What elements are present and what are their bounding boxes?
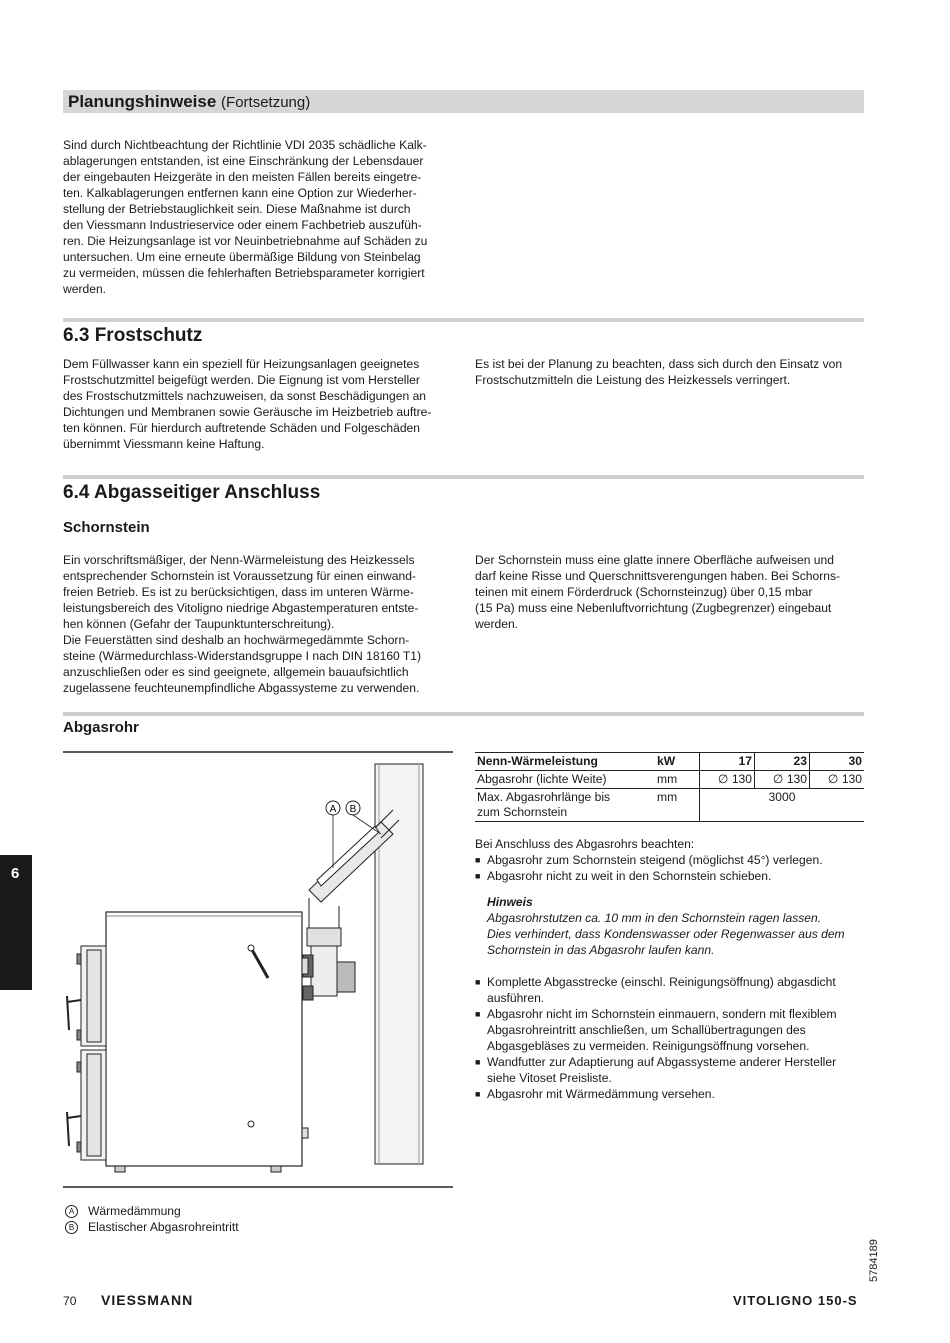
- list-item-line: Abgasgebläses zu vermeiden. Reinigungsöffnung vorsehen.: [487, 1039, 810, 1053]
- document-number: 5784189: [868, 1239, 880, 1282]
- intro-line: Sind durch Nichtbeachtung der Richtlinie VDI 2035 schädliche Kalk-: [63, 138, 427, 152]
- legend-key: A: [65, 1205, 78, 1218]
- text-line: anzuschließen oder es sind geeignete, allgemein bauaufsichtlich: [63, 665, 409, 679]
- table-cell: 17: [700, 753, 755, 771]
- text-line: Dichtungen und Membranen sowie Geräusche im Heizbetrieb auftre-: [63, 405, 432, 419]
- list-item-line: ■ Komplette Abgasstrecke (einschl. Reinigungsöffnung) abgasdicht: [487, 975, 836, 989]
- list-item-line: ■ Abgasrohr mit Wärmedämmung versehen.: [487, 1087, 715, 1101]
- text-line: werden.: [475, 617, 519, 631]
- text-line: des Frostschutzmittels nachzuweisen, da sonst Beschädigungen an: [63, 389, 427, 403]
- table-cell: kW: [655, 753, 700, 771]
- text-line: ten können. Für hierdurch auftretende Schäden und Folgeschäden: [63, 421, 421, 435]
- intro-line: ablagerungen entstanden, ist eine Einschränkung der Lebensdauer: [63, 154, 424, 168]
- frostschutz-left-text: [63, 356, 463, 452]
- text-line: Die Feuerstätten sind deshalb an hochwärmegedämmte Schorn-: [63, 633, 410, 647]
- table-cell: [475, 789, 655, 822]
- table-cell: ∅ 130: [810, 771, 865, 789]
- legend-item: [65, 1219, 445, 1235]
- table-cell: ∅ 130: [700, 771, 755, 789]
- intro-line: ten. Kalkablagerungen entfernen kann eine Option zur Wiederher-: [63, 186, 417, 200]
- connection-notes: [475, 836, 875, 1102]
- legend-item: [65, 1203, 445, 1219]
- section-rule: [63, 475, 864, 479]
- product-name: VITOLIGNO 150-S: [733, 1293, 858, 1308]
- page-title-continuation: (Fortsetzung): [221, 94, 311, 111]
- page-title: [68, 91, 310, 113]
- chapter-tab-number: 6: [11, 865, 20, 882]
- list-item: [475, 1054, 875, 1086]
- schornstein-right-text: [475, 552, 870, 632]
- table-cell: 23: [755, 753, 810, 771]
- text-line: steine (Wärmedurchlass-Widerstandsgruppe I nach DIN 18160 T1): [63, 649, 422, 663]
- table-cell-line: Max. Abgasrohrlänge bis: [477, 790, 611, 804]
- section-rule: [63, 712, 864, 716]
- table-cell: ∅ 130: [755, 771, 810, 789]
- spec-table: [475, 752, 864, 822]
- text-line: zugelassene feuchteunempfindliche Abgassysteme zu verwenden.: [63, 681, 420, 695]
- abgasrohr-figure: [63, 750, 455, 1190]
- note-title: Hinweis: [487, 895, 533, 909]
- list-item-line: ■ Wandfutter zur Adaptierung auf Abgassysteme anderer Hersteller: [487, 1055, 837, 1069]
- intro-line: untersuchen. Um eine erneute übermäßige Bildung von Steinbelag: [63, 250, 421, 264]
- note-line: Schornstein in das Abgasrohr laufen kann.: [487, 943, 715, 957]
- text-line: Es ist bei der Planung zu beachten, dass sich durch den Einsatz von: [475, 357, 843, 371]
- text-line: Dem Füllwasser kann ein speziell für Heizungsanlagen geeignetes: [63, 357, 420, 371]
- note-line: Abgasrohrstutzen ca. 10 mm in den Schornstein ragen lassen.: [487, 911, 822, 925]
- text-line: übernimmt Viessmann keine Haftung.: [63, 437, 265, 451]
- intro-line: stellung der Betriebstauglichkeit sein. Diese Maßnahme ist durch: [63, 202, 411, 216]
- text-line: darf keine Risse und Querschnittsverengungen haben. Bei Schorns-: [475, 569, 841, 583]
- note-box: [475, 894, 875, 958]
- note-line: Dies verhindert, dass Kondenswasser oder Regenwasser aus dem: [487, 927, 845, 941]
- schornstein-left-text: [63, 552, 463, 696]
- list-item-line: ausführen.: [487, 991, 545, 1005]
- list-item-line: ■ Abgasrohr nicht im Schornstein einmauern, sondern mit flexiblem: [487, 1007, 837, 1021]
- frostschutz-right-text: [475, 356, 870, 388]
- table-cell: Nenn-Wärmeleistung: [475, 753, 655, 771]
- text-line: leistungsbereich des Vitoligno niedrige Abgastemperaturen entste-: [63, 601, 419, 615]
- section-heading-frostschutz: 6.3 Frostschutz: [63, 325, 203, 346]
- intro-line: der eingebauten Heizgeräte in den meisten Fällen bereits eingetre-: [63, 170, 422, 184]
- bullet-list: [475, 974, 875, 1102]
- intro-line: ren. Die Heizungsanlage ist vor Neuinbetriebnahme auf Schäden zu: [63, 234, 428, 248]
- intro-line: den Viessmann Industrieservice oder einem Fachbetrieb auszufüh-: [63, 218, 422, 232]
- list-item-line: Abgasrohreintritt anschließen, um Schallübertragungen des: [487, 1023, 806, 1037]
- text-line: hen können (Gefahr der Taupunktunterschreitung).: [63, 617, 335, 631]
- text-line: entsprechender Schornstein ist Voraussetzung für einen einwand-: [63, 569, 416, 583]
- text-line: (15 Pa) muss eine Nebenluftvorrichtung (Zugbegrenzer) eingebaut: [475, 601, 832, 615]
- list-item: [475, 1006, 875, 1054]
- intro-paragraph: [63, 137, 463, 297]
- text-line: Frostschutzmittel beigefügt werden. Die Eignung ist vom Hersteller: [63, 373, 420, 387]
- table-row: [475, 753, 864, 771]
- figure-label-b: B: [349, 804, 357, 815]
- table-row: [475, 771, 864, 789]
- text-line: Der Schornstein muss eine glatte innere Oberfläche aufweisen und: [475, 553, 834, 567]
- subheading-schornstein: Schornstein: [63, 519, 150, 536]
- figure-label-a: A: [329, 804, 337, 815]
- list-item-line: siehe Vitoset Preisliste.: [487, 1071, 612, 1085]
- list-item: [475, 1086, 875, 1102]
- intro-line: werden.: [63, 282, 107, 296]
- table-row: [475, 789, 864, 822]
- legend-key: B: [65, 1221, 78, 1234]
- legend-text: Wärmedämmung: [88, 1204, 181, 1218]
- list-item: ■ Abgasrohr nicht zu weit in den Schornstein schieben.: [475, 868, 875, 884]
- table-cell: mm: [655, 789, 700, 822]
- table-cell: 30: [810, 753, 865, 771]
- subheading-abgasrohr: Abgasrohr: [63, 719, 139, 736]
- intro-line: zu vermeiden, müssen die fehlerhaften Betriebsparameter korrigiert: [63, 266, 425, 280]
- bullet-list: [475, 852, 875, 884]
- text-line: teinen mit einem Förderdruck (Schornsteinzug) über 0,15 mbar: [475, 585, 813, 599]
- text-line: Frostschutzmitteln die Leistung des Heizkessels verringert.: [475, 373, 791, 387]
- section-rule: [63, 318, 864, 322]
- list-item: [475, 974, 875, 1006]
- table-cell-line: zum Schornstein: [477, 805, 568, 819]
- chapter-tab: [0, 855, 32, 990]
- figure-legend: [65, 1203, 445, 1235]
- brand-logo: VIESSMANN: [101, 1292, 194, 1308]
- table-cell: 3000: [700, 789, 865, 822]
- list-item: ■ Abgasrohr zum Schornstein steigend (möglichst 45°) verlegen.: [475, 852, 875, 868]
- section-heading-abgas: 6.4 Abgasseitiger Anschluss: [63, 482, 321, 503]
- page-title-text: Planungshinweise: [68, 92, 217, 111]
- page-number: 70: [63, 1294, 77, 1308]
- table-cell: Abgasrohr (lichte Weite): [475, 771, 655, 789]
- text-line: freien Betrieb. Es ist zu berücksichtigen, dass im unteren Wärme-: [63, 585, 414, 599]
- legend-text: Elastischer Abgasrohreintritt: [88, 1220, 239, 1234]
- table-cell: mm: [655, 771, 700, 789]
- connection-intro: Bei Anschluss des Abgasrohrs beachten:: [475, 837, 695, 851]
- text-line: Ein vorschriftsmäßiger, der Nenn-Wärmeleistung des Heizkessels: [63, 553, 415, 567]
